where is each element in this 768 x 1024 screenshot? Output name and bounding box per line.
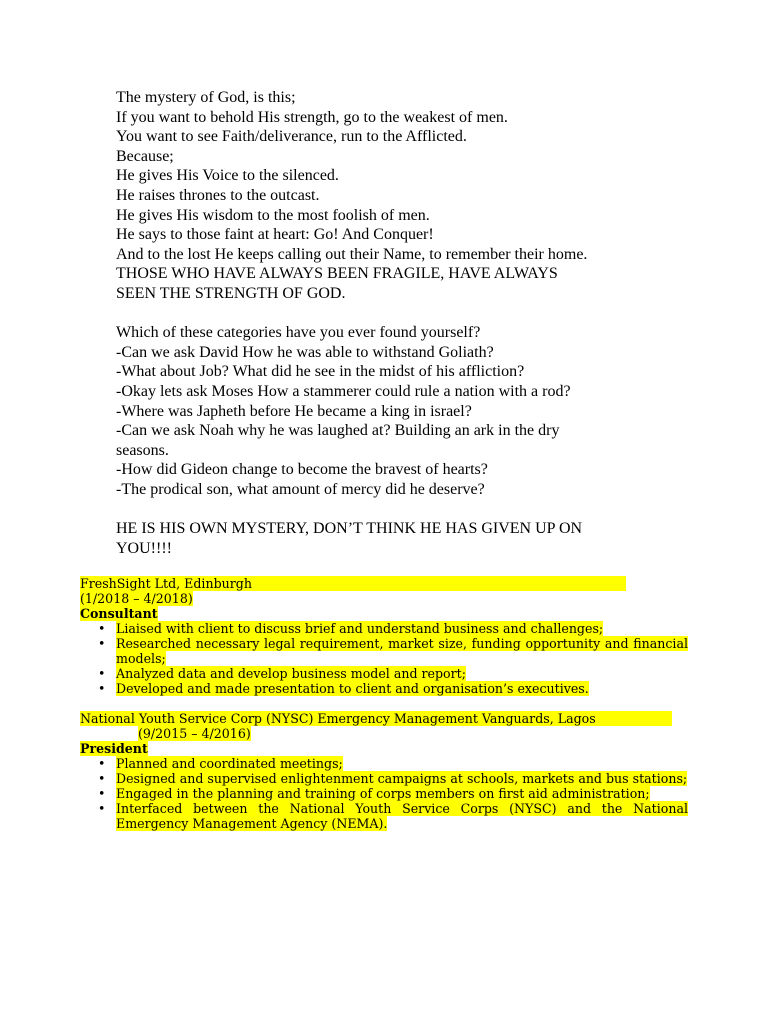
question-line: Which of these categories have you ever found yourself?: [116, 324, 481, 342]
poem-line: THOSE WHO HAVE ALWAYS BEEN FRAGILE, HAVE ALWAYS: [116, 265, 558, 283]
question-line: -How did Gideon change to become the bravest of hearts?: [116, 461, 488, 479]
list-item: • Engaged in the planning and training of corps members on first aid administration;: [116, 786, 688, 801]
job-entry: [80, 711, 688, 831]
poem-line: He gives His wisdom to the most foolish of men.: [116, 206, 430, 224]
question-line: -Can we ask David How he was able to withstand Goliath?: [116, 343, 494, 361]
list-item: • Planned and coordinated meetings;: [116, 756, 688, 771]
job-dates: (1/2018 – 4/2018): [80, 591, 193, 606]
job-role: Consultant: [80, 606, 158, 621]
question-line: -Where was Japheth before He became a king in israel?: [116, 402, 472, 420]
company-name: National Youth Service Corp (NYSC) Emergency Management Vanguards, Lagos: [80, 711, 688, 726]
question-line: seasons.: [116, 441, 169, 459]
list-item: • Researched necessary legal requirement, market size, funding opportunity and financial models;: [116, 636, 688, 666]
poem-line: You want to see Faith/deliverance, run to the Afflicted.: [116, 128, 467, 146]
paragraph-gap: [116, 499, 656, 519]
job-entry: [80, 576, 688, 696]
paragraph-gap: [116, 304, 656, 324]
job-dates: (9/2015 – 4/2016): [138, 726, 251, 741]
resume-section: [80, 576, 688, 831]
poem-line: The mystery of God, is this;: [116, 89, 296, 106]
list-item: • Interfaced between the National Youth Service Corps (NYSC) and the National Emergency Management Agency (NEMA).: [116, 801, 688, 831]
poem-line: SEEN THE STRENGTH OF GOD.: [116, 284, 346, 302]
question-line: -What about Job? What did he see in the midst of his affliction?: [116, 363, 525, 381]
question-line: -Okay lets ask Moses How a stammerer could rule a nation with a rod?: [116, 382, 571, 400]
poem-line: And to the lost He keeps calling out their Name, to remember their home.: [116, 245, 588, 263]
job-bullets: [80, 621, 688, 696]
job-bullets: [80, 756, 688, 831]
company-name: FreshSight Ltd, Edinburgh: [80, 576, 688, 591]
closing-line: HE IS HIS OWN MYSTERY, DON’T THINK HE HAS GIVEN UP ON: [116, 520, 583, 538]
poem-line: He raises thrones to the outcast.: [116, 186, 320, 204]
list-item: • Developed and made presentation to client and organisation’s executives.: [116, 681, 688, 696]
poem-line: He says to those faint at heart: Go! And Conquer!: [116, 226, 434, 244]
entry-gap: [80, 696, 688, 711]
poem-line: If you want to behold His strength, go to the weakest of men.: [116, 108, 508, 126]
poem-line: Because;: [116, 147, 174, 165]
closing-line: YOU!!!!: [116, 539, 172, 557]
list-item: • Analyzed data and develop business model and report;: [116, 666, 688, 681]
job-role: President: [80, 741, 148, 756]
question-line: -The prodical son, what amount of mercy did he deserve?: [116, 480, 485, 498]
poem-line: He gives His Voice to the silenced.: [116, 167, 339, 185]
list-item: • Liaised with client to discuss brief and understand business and challenges;: [116, 621, 688, 636]
list-item: • Designed and supervised enlightenment campaigns at schools, markets and bus stations;: [116, 771, 688, 786]
question-line: -Can we ask Noah why he was laughed at? Building an ark in the dry: [116, 422, 560, 440]
poem-block: [116, 88, 656, 558]
